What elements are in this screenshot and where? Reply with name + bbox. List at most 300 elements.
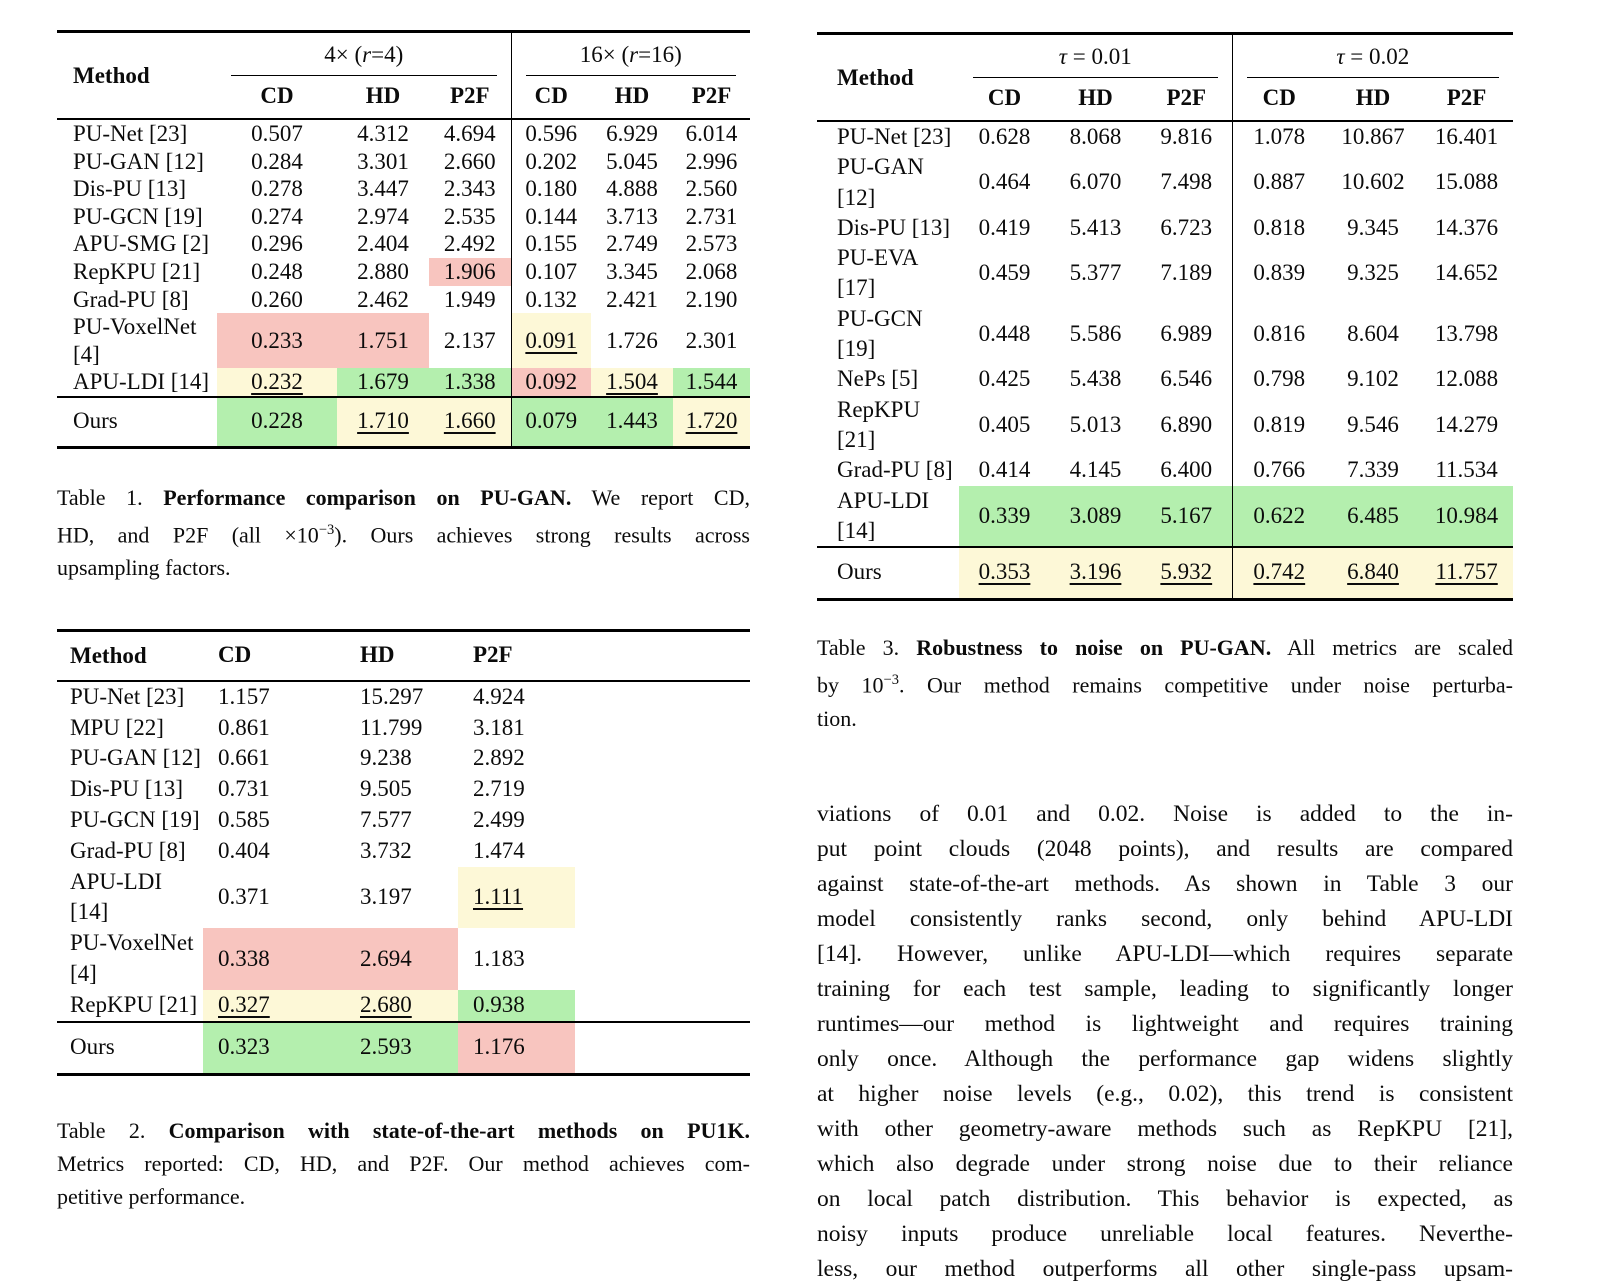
table-cell: 8.068: [1069, 124, 1122, 149]
metric-header: P2F: [691, 83, 732, 108]
method-cell: APU-LDI [14]: [70, 868, 162, 925]
table-cell: 5.377: [1069, 260, 1122, 286]
table-cell: 0.585: [218, 807, 270, 833]
caption-segment: by 10: [817, 672, 884, 698]
caption-segment: All metrics are scaled: [1271, 635, 1514, 661]
metric-value: 1.720: [685, 407, 738, 433]
table-cell: 0.596: [511, 119, 591, 148]
table-cell: 0.260: [251, 286, 303, 312]
table-cell: 10.602: [1341, 169, 1405, 195]
method-column-header: Method: [73, 62, 150, 88]
table-cell: 12.088: [1434, 366, 1499, 392]
table-cell: 3.089: [1050, 486, 1141, 548]
table-cell: 0.628: [978, 124, 1031, 149]
metric-value: 11.757: [1435, 559, 1498, 585]
table-cell: [217, 368, 337, 397]
table-cell: 0.278: [251, 176, 303, 202]
metric-header: HD: [365, 83, 401, 108]
table-cell: 9.102: [1347, 366, 1399, 392]
table-cell: 1.474: [473, 837, 525, 863]
body-text: [817, 797, 1513, 1287]
table-row: [57, 743, 750, 774]
metric-header: P2F: [449, 83, 490, 108]
table-row: [57, 230, 750, 258]
table-cell: 0.816: [1232, 304, 1326, 365]
metric-value: 6.840: [1347, 559, 1399, 585]
table-cell: 5.438: [1069, 366, 1122, 392]
table-cell: 0.274: [251, 203, 303, 229]
table-cell: 4.145: [1069, 457, 1122, 483]
group-label-segment: 4× (: [324, 42, 363, 67]
table-cell: 8.604: [1347, 320, 1399, 346]
table-cell: 3.197: [360, 884, 412, 910]
method-cell: PU-GCN [19]: [73, 203, 203, 229]
table-cell: 9.325: [1347, 260, 1399, 286]
table-cell: [511, 313, 591, 368]
table-cell: 3.345: [606, 258, 658, 284]
method-cell: PU-Net [23]: [73, 121, 188, 146]
table-cell: 0.661: [218, 745, 270, 771]
table-cell: 2.190: [685, 286, 738, 312]
text-line: training for each test sample, leading to significantly longer: [817, 975, 1513, 1002]
caption-segment: tion.: [817, 705, 857, 731]
caption-segment: upsampling factors.: [57, 554, 231, 580]
metric-value: 1.660: [443, 407, 496, 433]
table-cell: 2.573: [685, 231, 738, 257]
metric-value: 2.680: [360, 991, 412, 1017]
text-line: [14]. However, unlike APU-LDI—which requires separate: [817, 940, 1513, 967]
group-header-label: [231, 42, 497, 76]
table-cell: [1141, 547, 1232, 600]
table-cell: 1.157: [218, 683, 270, 709]
table-cell: 7.577: [360, 807, 412, 833]
table-row: [817, 395, 1513, 456]
metric-value: 0.353: [978, 559, 1031, 585]
method-cell: PU-GAN [12]: [73, 148, 204, 174]
table-cell: 1.176: [458, 1022, 575, 1075]
caption-segment: ). Ours achieves strong results across: [334, 521, 750, 547]
table-cell: 0.107: [511, 258, 591, 286]
table-cell: 6.014: [685, 121, 738, 146]
table-row: [57, 397, 750, 447]
table-cell: 15.297: [360, 683, 424, 709]
table-cell: 6.546: [1160, 366, 1213, 392]
table-cell: 2.660: [443, 148, 496, 174]
metric-header: CD: [511, 76, 591, 119]
table-cell: 11.534: [1435, 457, 1498, 483]
caption-segment: . Our method remains competitive under noise perturba-: [898, 672, 1513, 698]
table-cell: 5.586: [1069, 320, 1122, 346]
table-row: [817, 121, 1513, 152]
spacer-cell: [575, 867, 750, 929]
table-cell: 2.996: [685, 148, 738, 174]
metric-value: 5.932: [1160, 559, 1213, 585]
table-cell: 0.338: [203, 928, 345, 990]
table-cell: 0.339: [959, 486, 1050, 548]
metric-header: P2F: [1166, 85, 1207, 110]
metric-header: HD: [1355, 85, 1391, 110]
spacer-cell: [575, 681, 750, 713]
group-label-segment: =16): [638, 42, 682, 67]
metric-header: P2F: [1446, 85, 1487, 110]
group-header: [959, 34, 1232, 79]
table-cell: 6.400: [1160, 457, 1213, 483]
group-header-label: [1247, 44, 1500, 78]
caption-bold-segment: Comparison with state-of-the-art methods on PU1K.: [168, 1118, 751, 1144]
table-cell: 4.312: [357, 121, 409, 146]
table-cell: 2.301: [685, 327, 738, 353]
table-row: [817, 213, 1513, 243]
group-header-label: [973, 44, 1218, 78]
table-cell: 0.464: [978, 169, 1031, 195]
table-row: [817, 243, 1513, 304]
method-cell: PU-GAN [12]: [837, 154, 924, 210]
table-cell: 0.155: [511, 230, 591, 258]
group-header: [1232, 34, 1513, 79]
table-cell: 10.984: [1420, 486, 1513, 548]
caption-bold-segment: Performance comparison on PU-GAN.: [163, 484, 572, 510]
table-cell: 0.448: [978, 320, 1031, 346]
spacer-cell: [575, 990, 750, 1022]
text-line: with other geometry-aware methods such as RepKPU [21],: [817, 1115, 1513, 1142]
table-cell: 2.404: [357, 231, 409, 257]
caption-line: [57, 1147, 750, 1180]
metric-header: P2F: [473, 641, 513, 667]
table-cell: 0.233: [217, 313, 337, 368]
table-cell: [337, 397, 429, 447]
table-cell: 0.404: [218, 837, 270, 863]
table-cell: 7.498: [1160, 169, 1213, 195]
table-cell: 13.798: [1434, 320, 1499, 346]
method-cell: PU-GCN [19]: [70, 807, 200, 833]
table-cell: 14.279: [1434, 411, 1499, 437]
table-cell: 3.732: [360, 837, 412, 863]
table-cell: 0.248: [251, 258, 303, 284]
table-row: [57, 1022, 750, 1075]
method-cell: PU-VoxelNet [4]: [73, 314, 197, 367]
table-cell: 0.425: [978, 366, 1031, 392]
table-row: [57, 713, 750, 744]
table-cell: 14.652: [1434, 260, 1499, 286]
table-cell: 0.079: [511, 397, 591, 447]
table-cell: 1.338: [429, 368, 511, 397]
text-line: viations of 0.01 and 0.02. Noise is added to the in-: [817, 800, 1513, 827]
table-cell: 2.749: [606, 231, 658, 257]
method-cell: NePs [5]: [837, 366, 919, 392]
table-cell: [458, 867, 575, 929]
table-row: [817, 455, 1513, 485]
table-cell: 2.560: [685, 176, 738, 202]
table-cell: 6.723: [1160, 214, 1213, 240]
caption-line: [57, 1114, 750, 1147]
header-row: [57, 630, 750, 681]
table-row: [57, 286, 750, 314]
table-3-noise-robustness: [817, 32, 1513, 601]
table-cell: 2.593: [345, 1022, 458, 1075]
table-cell: 10.867: [1341, 124, 1405, 149]
table-cell: 9.345: [1347, 214, 1399, 240]
table-2-caption: [57, 1114, 750, 1213]
table-cell: 2.068: [685, 258, 738, 284]
header-row: [57, 32, 750, 77]
table-cell: [673, 397, 750, 447]
table-cell: 2.535: [443, 203, 496, 229]
caption-segment: −3: [883, 672, 899, 689]
spacer-cell: [575, 774, 750, 805]
group-label-segment: =4): [371, 42, 404, 67]
metric-header: CD: [260, 83, 294, 108]
text-line: less, our method outperforms all other single-pass upsam-: [817, 1255, 1513, 1282]
table-row: [57, 258, 750, 286]
table-cell: 0.405: [978, 411, 1031, 437]
table-cell: 6.929: [606, 121, 658, 146]
group-label-segment: = 0.02: [1344, 44, 1410, 69]
method-cell: APU-SMG [2]: [73, 231, 210, 257]
group-label-segment: r: [362, 42, 372, 67]
table-cell: 2.462: [357, 286, 409, 312]
table-cell: 9.816: [1160, 124, 1213, 149]
text-line: model consistently ranks second, only behind APU-LDI: [817, 905, 1513, 932]
table-cell: [1326, 547, 1420, 600]
table-cell: 2.137: [443, 327, 496, 353]
right-column: [817, 32, 1513, 1287]
method-column-header: Method: [837, 64, 914, 90]
table-cell: 3.447: [357, 176, 409, 202]
group-header-label: [526, 42, 737, 76]
method-cell: Grad-PU [8]: [73, 286, 189, 312]
metric-header: HD: [1078, 85, 1113, 110]
table-2-pu1k-comparison: [57, 629, 750, 1077]
method-cell: RepKPU [21]: [837, 396, 921, 452]
table-cell: 0.296: [251, 231, 303, 257]
method-cell: Grad-PU [8]: [837, 457, 953, 483]
table-cell: 9.505: [360, 776, 412, 802]
table-cell: 2.421: [606, 286, 658, 312]
text-line: which also degrade under strong noise due to their reliance: [817, 1150, 1513, 1177]
method-cell: MPU [22]: [70, 714, 164, 740]
caption-segment: Table 3.: [817, 635, 917, 661]
table-cell: 0.132: [511, 286, 591, 314]
table-cell: 0.228: [217, 397, 337, 447]
table-3-caption: [817, 631, 1513, 734]
group-label-segment: = 0.01: [1067, 44, 1132, 69]
table-cell: 0.798: [1232, 364, 1326, 394]
metric-value: 0.327: [218, 991, 270, 1017]
table-cell: 0.819: [1232, 395, 1326, 456]
table-cell: 0.144: [511, 203, 591, 231]
table-cell: 2.694: [345, 928, 458, 990]
table-cell: 3.301: [357, 148, 409, 174]
table-cell: 14.376: [1434, 214, 1499, 240]
method-cell: PU-Net [23]: [70, 683, 185, 709]
spacer-cell: [575, 630, 750, 681]
spacer-cell: [575, 928, 750, 990]
group-header: [511, 32, 750, 77]
table-cell: 1.751: [337, 313, 429, 368]
table-cell: 2.343: [443, 176, 496, 202]
table-cell: 2.499: [473, 807, 525, 833]
text-line: at higher noise levels (e.g., 0.02), this trend is consistent: [817, 1080, 1513, 1107]
table-cell: 3.181: [473, 714, 525, 740]
table-cell: 5.167: [1141, 486, 1232, 548]
spacer-cell: [575, 1022, 750, 1075]
table-cell: 0.839: [1232, 243, 1326, 304]
caption-line: [817, 631, 1513, 664]
table-cell: 16.401: [1434, 124, 1499, 149]
table-cell: 0.766: [1232, 455, 1326, 485]
method-cell: RepKPU [21]: [70, 991, 198, 1017]
caption-line: [817, 702, 1513, 735]
table-cell: 11.799: [360, 714, 423, 740]
table-cell: 0.622: [1232, 486, 1326, 548]
table-cell: [345, 990, 458, 1022]
text-line: only once. Although the performance gap widens slightly: [817, 1045, 1513, 1072]
table-cell: 6.989: [1160, 320, 1213, 346]
table-cell: 1.544: [673, 368, 750, 397]
table-cell: 0.202: [511, 148, 591, 176]
table-cell: 2.892: [473, 745, 525, 771]
table-cell: 0.414: [978, 457, 1031, 483]
table-cell: 5.413: [1069, 214, 1122, 240]
table-cell: 0.861: [218, 714, 270, 740]
caption-line: [57, 1180, 750, 1213]
text-line: on local patch distribution. This behavior is expected, as: [817, 1185, 1513, 1212]
table-row: [57, 867, 750, 929]
table-cell: 0.092: [511, 368, 591, 397]
table-cell: 7.339: [1347, 457, 1399, 483]
table-cell: 0.180: [511, 175, 591, 203]
table-cell: 9.238: [360, 745, 412, 771]
table-row: [57, 175, 750, 203]
left-column: [57, 30, 750, 1213]
table-row: [817, 486, 1513, 548]
table-row: [817, 547, 1513, 600]
table-cell: [591, 368, 673, 397]
table-cell: [1232, 547, 1326, 600]
table-cell: 1.906: [429, 258, 511, 286]
table-cell: 1.949: [443, 286, 496, 312]
method-cell: APU-LDI [14]: [837, 487, 929, 543]
table-row: [57, 836, 750, 867]
method-cell: Dis-PU [13]: [73, 176, 187, 202]
table-cell: 0.887: [1232, 152, 1326, 213]
table-cell: 2.880: [357, 258, 409, 284]
table-cell: 4.694: [443, 121, 496, 146]
table-cell: 3.713: [606, 203, 658, 229]
table-cell: 15.088: [1434, 169, 1499, 195]
group-label-segment: 16× (: [579, 42, 630, 67]
metric-value: 1.111: [473, 884, 524, 910]
text-line: against state-of-the-art methods. As shown in Table 3 our: [817, 870, 1513, 897]
table-cell: 0.507: [251, 121, 303, 146]
metric-header: CD: [1232, 78, 1326, 121]
table-row: [57, 368, 750, 397]
metric-value: 0.091: [525, 327, 578, 353]
table-1-caption: [57, 481, 750, 584]
table-cell: 2.731: [685, 203, 738, 229]
caption-segment: −3: [318, 521, 335, 538]
caption-line: [57, 551, 750, 584]
table-cell: 6.485: [1326, 486, 1420, 548]
table-cell: 2.719: [473, 776, 525, 802]
caption-bold-segment: Robustness to noise on PU-GAN.: [916, 635, 1272, 661]
table-2-wrapper: [57, 629, 750, 1077]
spacer-cell: [575, 836, 750, 867]
metric-header: HD: [360, 641, 395, 667]
method-cell: Dis-PU [13]: [837, 214, 951, 240]
group-label-segment: τ: [1058, 44, 1068, 69]
table-cell: 6.890: [1160, 411, 1213, 437]
table-row: [817, 364, 1513, 394]
table-1-pu-gan-comparison: [57, 30, 750, 449]
table-row: [57, 805, 750, 836]
group-label-segment: τ: [1336, 44, 1345, 69]
caption-segment: Table 1.: [57, 484, 164, 510]
metric-value: 1.504: [606, 369, 658, 395]
caption-line: [817, 664, 1513, 701]
table-cell: 4.888: [606, 176, 658, 202]
method-cell: RepKPU [21]: [73, 258, 201, 284]
table-cell: 7.189: [1160, 260, 1213, 286]
spacer-cell: [575, 743, 750, 774]
table-cell: 0.818: [1232, 213, 1326, 243]
table-cell: 2.492: [443, 231, 496, 257]
table-cell: 0.323: [203, 1022, 345, 1075]
table-cell: 1.078: [1232, 121, 1326, 152]
table-row: [57, 148, 750, 176]
method-cell: Dis-PU [13]: [70, 776, 184, 802]
table-cell: 5.045: [606, 148, 658, 174]
method-cell: PU-EVA [17]: [837, 245, 918, 301]
metric-header: HD: [614, 83, 650, 108]
method-cell: Grad-PU [8]: [70, 837, 186, 863]
table-cell: [203, 990, 345, 1022]
header-row: [817, 34, 1513, 79]
table-cell: 1.183: [473, 945, 525, 971]
method-cell: Ours: [57, 397, 217, 447]
table-cell: [1420, 547, 1513, 600]
table-row: [57, 928, 750, 990]
table-cell: [429, 397, 511, 447]
table-row: [57, 990, 750, 1022]
method-cell: PU-GAN [12]: [70, 745, 201, 771]
metric-header: CD: [218, 641, 252, 667]
metric-value: 0.742: [1253, 559, 1306, 585]
table-cell: 0.371: [218, 884, 270, 910]
group-header: [217, 32, 511, 77]
table-cell: 4.924: [473, 683, 525, 709]
spacer-cell: [575, 805, 750, 836]
table-cell: 0.731: [218, 776, 270, 802]
text-line: put point clouds (2048 points), and results are compared: [817, 835, 1513, 862]
table-row: [57, 681, 750, 713]
metric-value: 3.196: [1069, 559, 1122, 585]
table-cell: 2.974: [357, 203, 409, 229]
text-line: noisy inputs produce unreliable local features. Neverthe-: [817, 1220, 1513, 1247]
caption-segment: petitive performance.: [57, 1184, 246, 1210]
table-cell: 0.419: [978, 214, 1031, 240]
table-cell: 0.938: [458, 990, 575, 1022]
table-row: [57, 774, 750, 805]
table-cell: [959, 547, 1050, 600]
table-cell: 5.013: [1069, 411, 1122, 437]
table-cell: [1050, 547, 1141, 600]
method-column-header: Method: [70, 642, 147, 668]
table-cell: 1.443: [591, 397, 673, 447]
method-cell: Ours: [57, 1022, 203, 1075]
method-cell: PU-Net [23]: [837, 124, 952, 149]
table-cell: 0.459: [978, 260, 1031, 286]
